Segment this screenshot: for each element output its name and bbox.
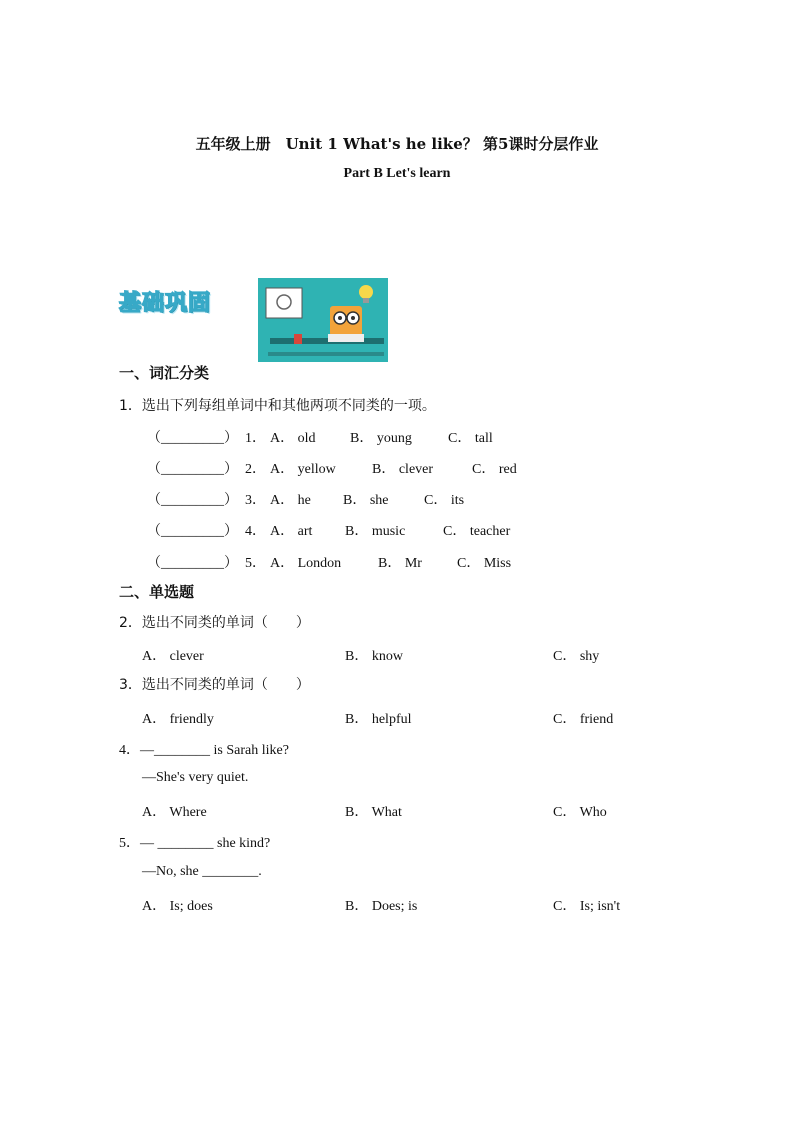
q1-item-2-option-b: B． clever	[372, 462, 434, 477]
q1-item-3-number: 3．	[245, 493, 266, 508]
q5-option-c[interactable]: C． Is; isn't	[553, 899, 621, 914]
q1-item-4-option-a: A． art	[270, 524, 313, 539]
q3-option-a[interactable]: A． friendly	[142, 712, 214, 727]
q3-option-b[interactable]: B． helpful	[345, 712, 412, 727]
q2-option-a[interactable]: A． clever	[142, 649, 204, 664]
q1-item-5-option-b: B． Mr	[378, 556, 422, 571]
q1-item-5-blank[interactable]: （_________）	[147, 556, 238, 571]
q1-item-1-number: 1．	[245, 431, 266, 446]
q1-item-2-option-a: A． yellow	[270, 462, 336, 477]
q2-option-b[interactable]: B． know	[345, 649, 403, 664]
q3-prompt: 3．选出不同类的单词（ ）	[119, 677, 310, 693]
q4-option-a[interactable]: A． Where	[142, 805, 207, 820]
q4-prompt: 4．—________ is Sarah like?	[119, 743, 289, 758]
q1-item-4-number: 4．	[245, 524, 266, 539]
q4-option-b[interactable]: B． What	[345, 805, 402, 820]
q1-item-4-option-c: C． teacher	[443, 524, 511, 539]
q1-item-5-option-a: A． London	[270, 556, 342, 571]
q1-item-2-option-c: C． red	[472, 462, 517, 477]
q2-prompt: 2．选出不同类的单词（ ）	[119, 615, 310, 631]
q5-option-b[interactable]: B． Does; is	[345, 899, 418, 914]
q5-prompt: 5．— ________ she kind?	[119, 836, 271, 851]
section-2-heading: 二、单选题	[119, 583, 195, 601]
page-title: 五年级上册 Unit 1 What's he like？ 第5课时分层作业	[195, 135, 599, 153]
q1-item-5-option-c: C． Miss	[457, 556, 512, 571]
q1-item-1-option-a: A． old	[270, 431, 316, 446]
section-1-heading: 一、词汇分类	[119, 364, 210, 382]
q1-item-3-option-b: B． she	[343, 493, 389, 508]
q4-option-c[interactable]: C． Who	[553, 805, 607, 820]
q1-item-3-blank[interactable]: （_________）	[147, 493, 238, 508]
q1-item-1-blank[interactable]: （_________）	[147, 431, 238, 446]
q3-option-c[interactable]: C． friend	[553, 712, 614, 727]
q1-item-1-option-b: B． young	[350, 431, 412, 446]
q1-item-2-number: 2．	[245, 462, 266, 477]
q1-item-5-number: 5．	[245, 556, 266, 571]
q1-item-2-blank[interactable]: （_________）	[147, 462, 238, 477]
teacher-illustration	[258, 278, 388, 362]
q1-item-4-blank[interactable]: （_________）	[147, 524, 238, 539]
page-subtitle: Part B Let's learn	[343, 166, 451, 181]
q1-item-1-option-c: C． tall	[448, 431, 493, 446]
section-banner: 基础巩固	[119, 291, 212, 316]
q2-option-c[interactable]: C． shy	[553, 649, 600, 664]
q1-item-3-option-c: C． its	[424, 493, 465, 508]
q1-prompt: 1．选出下列每组单词中和其他两项不同类的一项。	[119, 398, 436, 414]
q4-answer-line: —She's very quiet.	[142, 770, 249, 785]
q1-item-3-option-a: A． he	[270, 493, 311, 508]
q1-item-4-option-b: B． music	[345, 524, 406, 539]
q5-option-a[interactable]: A． Is; does	[142, 899, 213, 914]
q5-answer-line: —No, she ________.	[142, 864, 262, 879]
